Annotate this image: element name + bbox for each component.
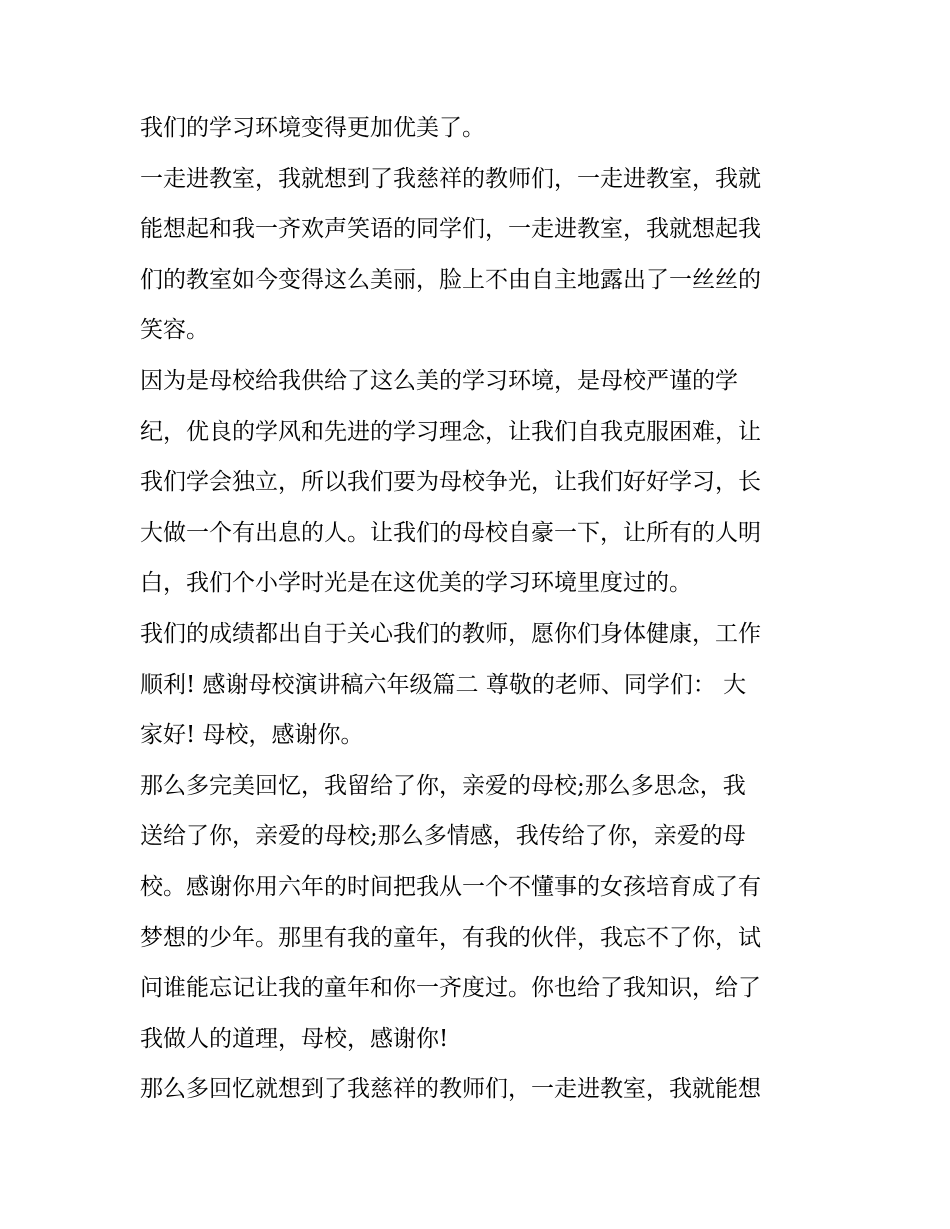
text-line: 家好! 母校，感谢你。 — [140, 722, 364, 749]
text-line: 因为是母校给我供给了这么美的学习环境，是母校严谨的学 — [140, 367, 738, 394]
text-line: 我们学会独立，所以我们要为母校争光，让我们好好学习，长 — [140, 469, 761, 496]
text-line: 校。感谢你用六年的时间把我从一个不懂事的女孩培育成了有 — [140, 873, 761, 900]
text-line: 一走进教室，我就想到了我慈祥的教师们，一走进教室，我就 — [140, 165, 761, 192]
text-line: 顺利! 感谢母校演讲稿六年级篇二 尊敬的老师、同学们： 大 — [140, 671, 747, 698]
text-line: 问谁能忘记让我的童年和你一齐度过。你也给了我知识，给了 — [140, 975, 761, 1002]
text-line: 那么多完美回忆，我留给了你，亲爱的母校;那么多思念，我 — [140, 772, 746, 799]
text-line: 梦想的少年。那里有我的童年，有我的伙伴，我忘不了你，试 — [140, 924, 761, 951]
text-line: 我们的学习环境变得更加优美了。 — [140, 115, 485, 141]
text-line: 纪，优良的学风和先进的学习理念，让我们自我克服困难，让 — [140, 418, 761, 445]
text-line: 能想起和我一齐欢声笑语的同学们，一走进教室，我就想起我 — [140, 216, 761, 243]
text-line: 送给了你，亲爱的母校;那么多情感，我传给了你，亲爱的母 — [140, 823, 746, 850]
text-line: 我做人的道理，母校，感谢你! — [140, 1025, 449, 1052]
text-line: 笑容。 — [140, 317, 209, 344]
text-line: 白，我们个小学时光是在这优美的学习环境里度过的。 — [140, 570, 692, 597]
document-body — [140, 103, 820, 1115]
text-line: 大做一个有出息的人。让我们的母校自豪一下，让所有的人明 — [140, 519, 761, 546]
text-line: 们的教室如今变得这么美丽，脸上不由自主地露出了一丝丝的 — [140, 266, 761, 293]
text-line: 我们的成绩都出自于关心我们的教师，愿你们身体健康，工作 — [140, 620, 761, 647]
text-line: 那么多回忆就想到了我慈祥的教师们，一走进教室，我就能想 — [140, 1076, 761, 1103]
